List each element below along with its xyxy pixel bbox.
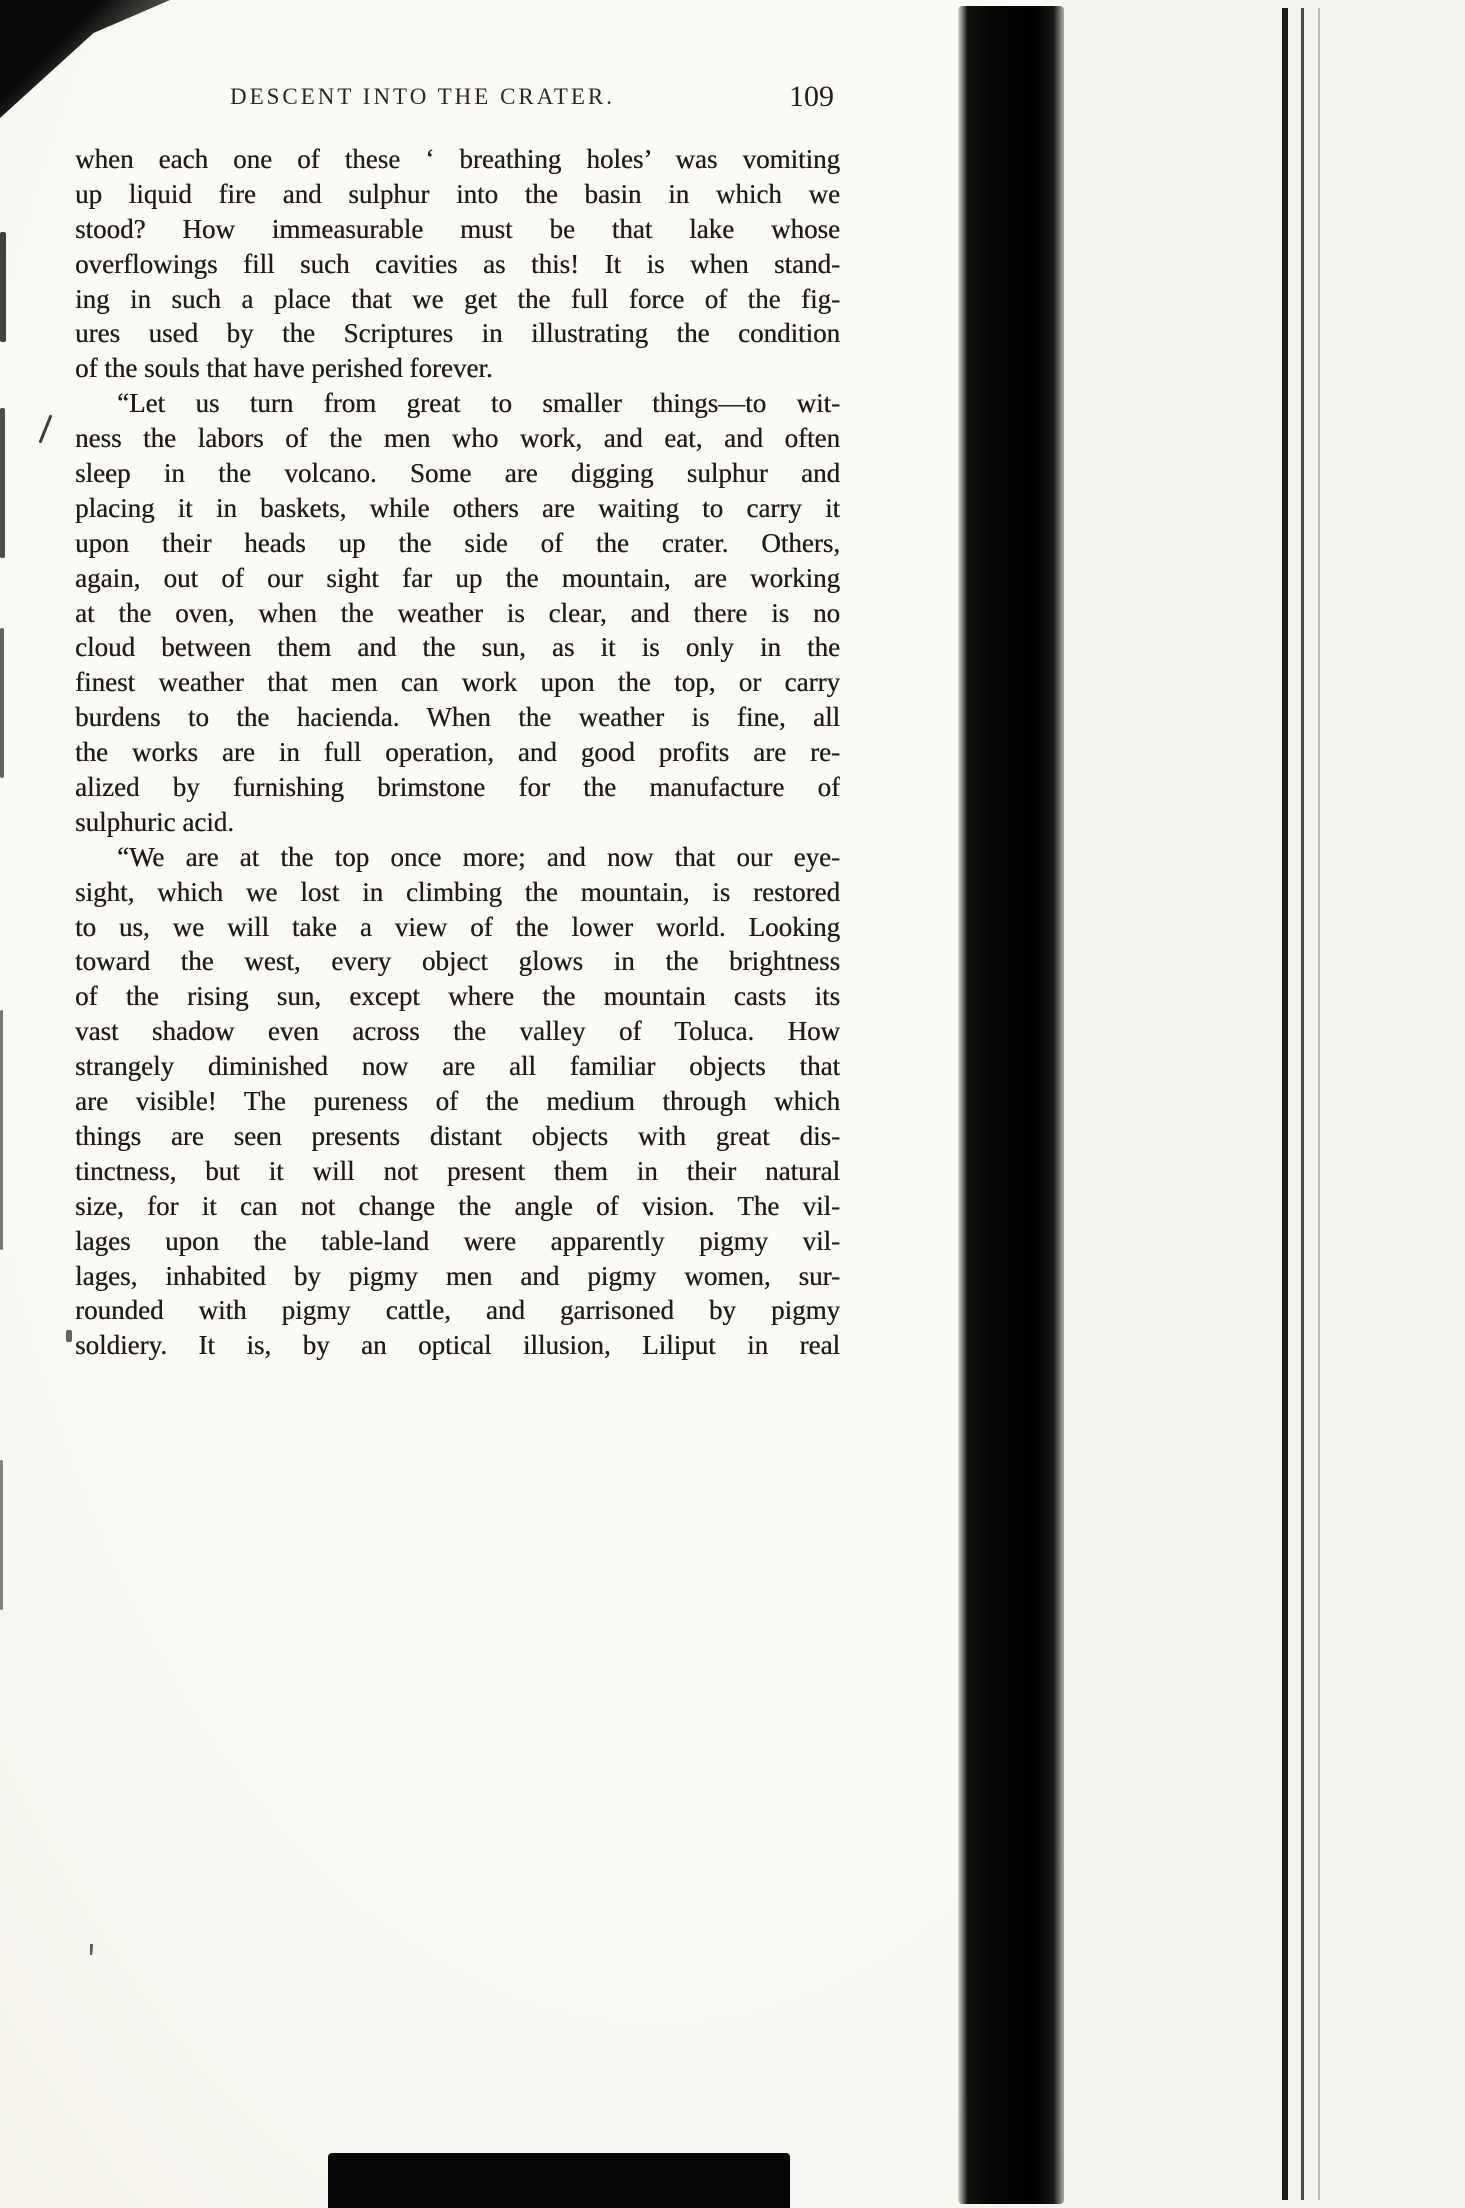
- scan-stray-mark: [38, 415, 52, 444]
- text-line: the works are in full operation, and good profits are re-: [75, 737, 840, 768]
- text-line: overflowings fill such cavities as this! It is when stand-: [75, 248, 840, 279]
- text-line: ing in such a place that we get the full force of the fig-: [75, 283, 840, 314]
- scan-speck: [90, 1944, 99, 1955]
- text-line: sight, which we lost in climbing the mountain, is restored: [75, 876, 840, 907]
- text-line: sleep in the volcano. Some are digging sulphur and: [75, 458, 840, 489]
- text-line: again, out of our sight far up the mountain, are working: [75, 562, 840, 593]
- text-line: “We are at the top once more; and now that our eye-: [117, 841, 840, 872]
- text-line: cloud between them and the sun, as it is only in the: [75, 632, 840, 663]
- text-line: when each one of these ‘ breathing holes’ was vomiting: [75, 144, 840, 174]
- scan-speck: [66, 1330, 72, 1342]
- text-line: size, for it can not change the angle of vision. The vil-: [75, 1190, 840, 1221]
- text-line: strangely diminished now are all familiar objects that: [75, 1051, 840, 1082]
- text-line: rounded with pigmy cattle, and garrisoned by pigmy: [75, 1295, 840, 1326]
- scan-left-edge-mark: [0, 232, 6, 342]
- text-line: finest weather that men can work upon the top, or carry: [75, 667, 840, 698]
- text-line: lages, inhabited by pigmy men and pigmy women, sur-: [75, 1260, 840, 1291]
- page-number: 109: [789, 80, 834, 113]
- text-line: placing it in baskets, while others are waiting to carry it: [75, 492, 840, 523]
- text-line: are visible! The pureness of the medium through which: [75, 1086, 840, 1117]
- text-line: soldiery. It is, by an optical illusion, Liliput in real: [75, 1330, 840, 1361]
- text-line: vast shadow even across the valley of Toluca. How: [75, 1016, 840, 1047]
- text-line: lages upon the table-land were apparently pigmy vil-: [75, 1225, 840, 1256]
- text-line: stood? How immeasurable must be that lake whose: [75, 213, 840, 244]
- text-line: burdens to the hacienda. When the weather is fine, all: [75, 702, 840, 733]
- text-line: tinctness, but it will not present them in their natural: [75, 1155, 840, 1186]
- text-line: of the rising sun, except where the mountain casts its: [75, 981, 840, 1012]
- scan-left-edge-mark: [0, 1460, 3, 1610]
- text-block: [75, 142, 840, 1363]
- text-line: toward the west, every object glows in the brightness: [75, 946, 840, 977]
- scan-right-margin: [1064, 0, 1465, 2208]
- running-title: DESCENT INTO THE CRATER.: [229, 84, 616, 109]
- scan-left-edge-mark: [0, 628, 4, 778]
- page-edge-line: [1301, 8, 1304, 2200]
- scan-bottom-bar: [328, 2153, 790, 2208]
- book-gutter-shadow: [958, 6, 1064, 2204]
- text-line: up liquid fire and sulphur into the basin in which we: [75, 178, 840, 209]
- text-line: ness the labors of the men who work, and eat, and often: [75, 423, 840, 454]
- page-edge-line: [1318, 8, 1320, 2200]
- text-line: alized by furnishing brimstone for the manufacture of: [75, 772, 840, 803]
- text-line: upon their heads up the side of the crater. Others,: [75, 527, 840, 558]
- text-line: at the oven, when the weather is clear, and there is no: [75, 597, 840, 628]
- scan-left-edge-mark: [0, 1010, 3, 1250]
- page-edge-line: [1282, 8, 1288, 2200]
- page-header: [75, 80, 840, 124]
- text-line: things are seen presents distant objects with great dis-: [75, 1120, 840, 1151]
- text-line: “Let us turn from great to smaller things—to wit-: [117, 388, 840, 419]
- text-line: sulphuric acid.: [75, 806, 234, 837]
- text-line: to us, we will take a view of the lower world. Looking: [75, 911, 840, 942]
- text-line: of the souls that have perished forever.: [75, 353, 493, 384]
- scan-left-edge-mark: [0, 408, 5, 558]
- text-line: ures used by the Scriptures in illustrating the condition: [75, 318, 840, 349]
